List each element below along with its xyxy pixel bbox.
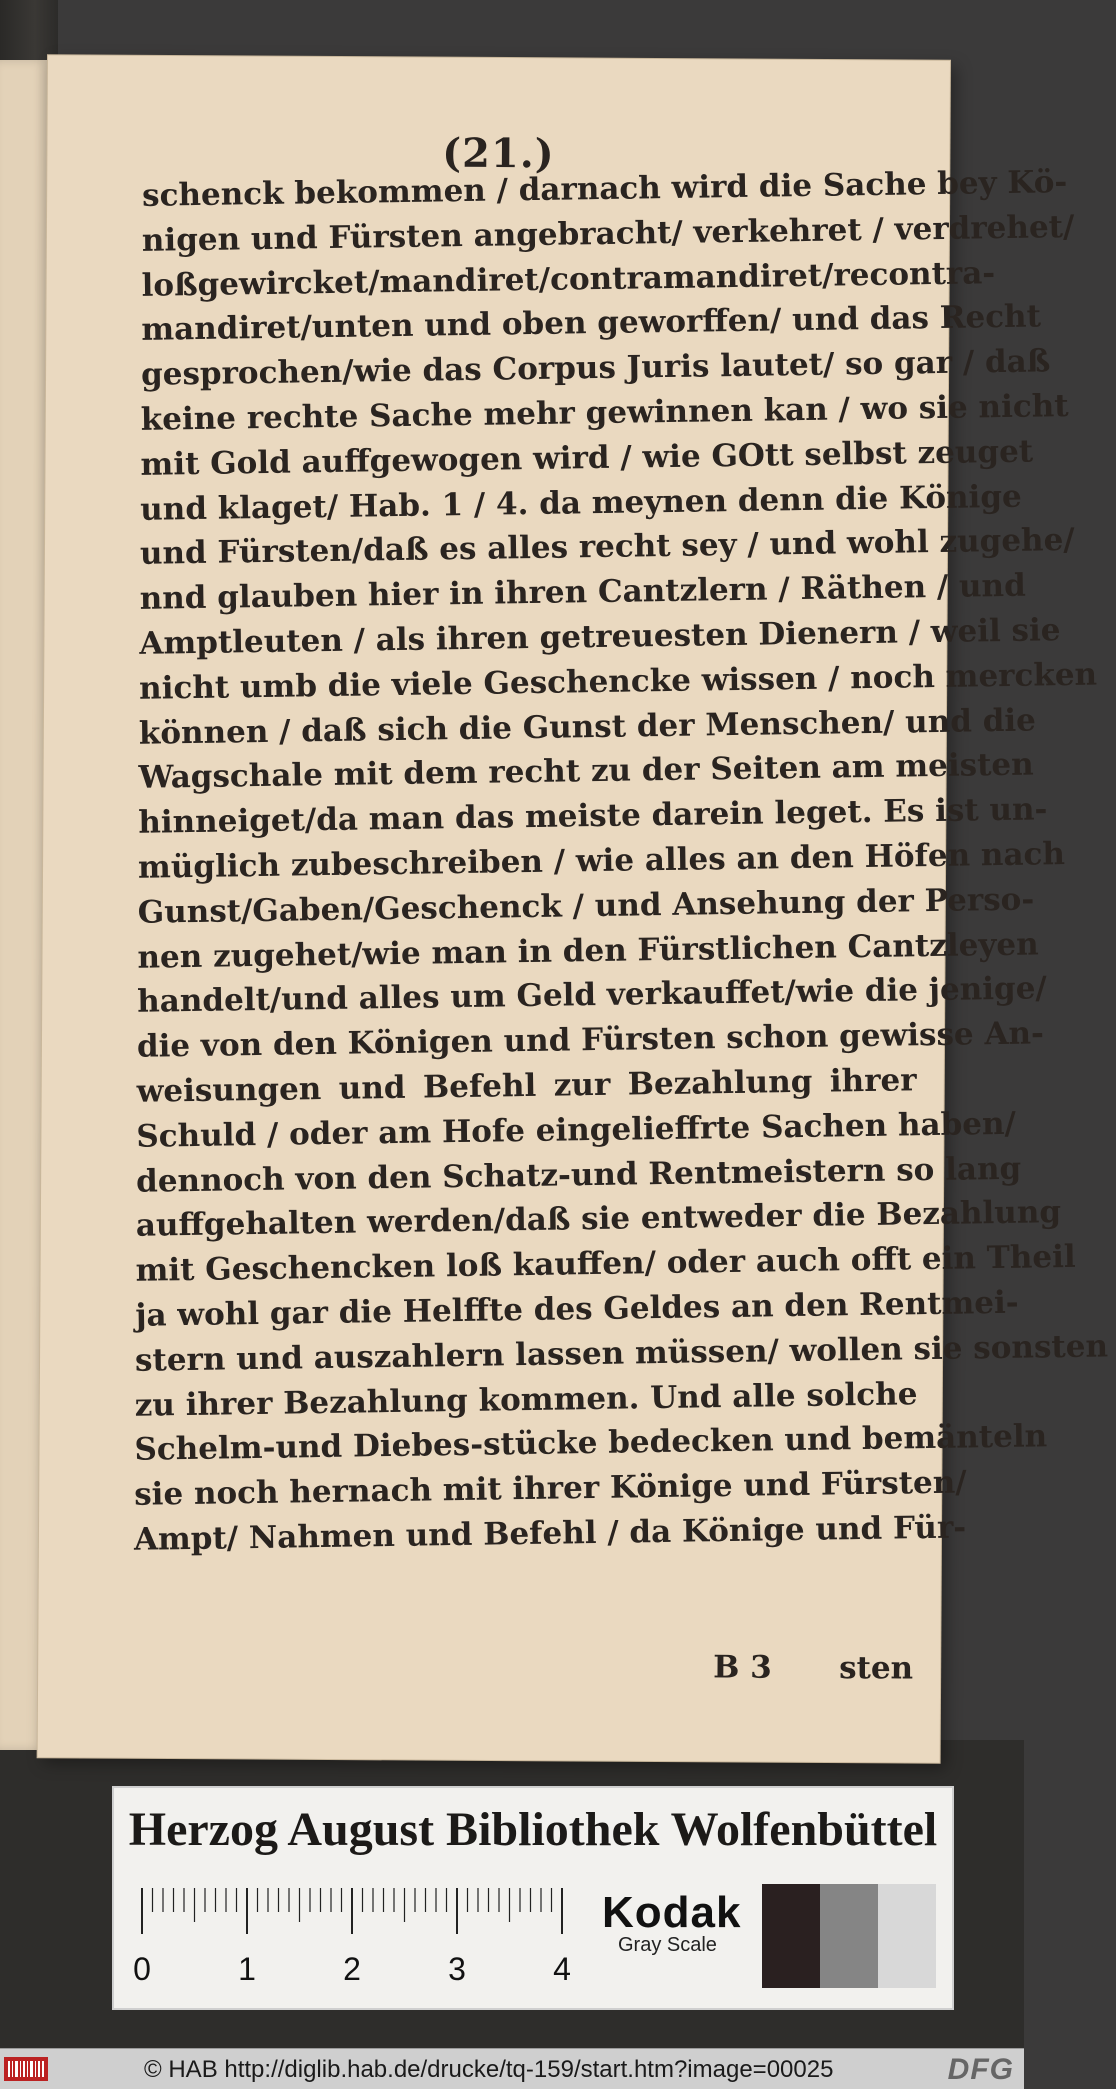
text-line: Gunst/Gaben/Geschenck / und Ansehung der Perso- [137,881,1035,931]
footer-copyright-url[interactable]: © HAB http://diglib.hab.de/drucke/tq-159/start.htm?image=00025 [144,2056,834,2083]
signature-mark: B 3 [713,1649,772,1686]
gray-swatch [820,1884,878,1988]
text-line: Wagschale mit dem recht zu der Seiten am meisten [138,746,1034,797]
book-page [38,55,1109,1762]
catchword: sten [839,1650,914,1687]
ruler-label: 1 [238,1951,256,1987]
text-line: Schuld / oder am Hofe eingelieffrte Sachen haben/ [136,1105,1017,1155]
page-text [133,164,1109,1567]
text-line: und Fürsten/daß es alles recht sey / und wohl zugehe/ [139,522,1075,573]
text-line: loßgewircket/mandiret/contramandiret/recontra- [141,254,996,304]
text-line: nigen und Fürsten angebracht/ verkehret / verdrehet/ [141,208,1075,259]
text-line: sie noch hernach mit ihrer Könige und Fürsten/ [133,1464,967,1513]
library-name: Herzog August Bibliothek Wolfenbüttel [128,1803,938,1856]
gray-swatch [878,1884,936,1988]
ruler-label: 4 [553,1951,571,1987]
ruler-label: 0 [133,1951,151,1987]
ruler-label: 2 [343,1951,361,1987]
text-line: handelt/und alles um Geld verkauffet/wie die jenige/ [136,970,1048,1021]
gray-swatch [762,1884,820,1988]
barcode-icon [4,2057,48,2081]
text-line: schenck bekommen / darnach wird die Sache bey Kö- [141,164,1068,214]
text-line: auffgehalten werden/daß sie entweder die Bezahlung [135,1194,1062,1245]
text-line: können / daß sich die Gunst der Menschen/ und die [138,702,1037,752]
kodak-brand: Kodak [602,1888,742,1937]
gray-scale-strip [762,1884,936,1988]
text-line: dennoch von den Schatz-und Rentmeistern so lang [135,1150,1022,1200]
text-line: Schelm-und Diebes-stücke bedecken und bemänteln [134,1418,1048,1469]
text-line: müglich zubeschreiben / wie alles an den Höfen nach [137,836,1066,886]
text-line: zu ihrer Bezahlung kommen. Und alle solche [134,1375,918,1424]
text-line: stern und auszahlern lassen müssen/ wollen sie sonsten [134,1328,1109,1379]
text-line: keine rechte Sache mehr gewinnen kan / wo sie nicht [140,388,1069,438]
text-line: nnd glauben hier in ihren Cantzlern / Räthen / und [139,567,1027,617]
text-line: mit Gold auffgewogen wird / wie GOtt selbst zeuget [140,433,1034,483]
page-footer-line [133,1646,913,1695]
calibration-card [112,1786,954,2010]
text-line: nen zugehet/wie man in den Fürstlichen Cantzleyen [137,925,1039,976]
text-line: mit Geschencken loß kauffen/ oder auch offt ein Theil [135,1238,1076,1289]
text-line: Ampt/ Nahmen und Befehl / da Könige und Für- [133,1509,967,1558]
text-line: weisungen und Befehl zur Bezahlung ihrer [136,1062,917,1110]
text-line: mandiret/unten und oben geworffen/ und das Recht [141,298,1042,349]
viewer-footer [0,2048,1024,2089]
text-line: nicht umb die viele Geschencke wissen / noch mercken [138,656,1098,707]
gray-scale-label: Gray Scale [618,1934,717,1956]
text-line: Amptleuten / als ihren getreuesten Dienern / weil sie [139,612,1061,662]
ruler-label: 3 [448,1951,466,1987]
page-number: (21.) [442,129,555,178]
dfg-logo: DFG [947,2053,1014,2086]
text-line: ja wohl gar die Helffte des Geldes an den Rentmei- [135,1284,1019,1334]
text-line: gesprochen/wie das Corpus Juris lautet/ so gar / daß [140,343,1051,394]
text-line: hinneiget/da man das meiste darein leget. Es ist un- [138,791,1048,841]
text-line: und klaget/ Hab. 1 / 4. da meynen denn die Könige [139,478,1022,528]
ruler [133,1884,578,1994]
text-line: die von den Königen und Fürsten schon gewisse An- [136,1015,1045,1065]
